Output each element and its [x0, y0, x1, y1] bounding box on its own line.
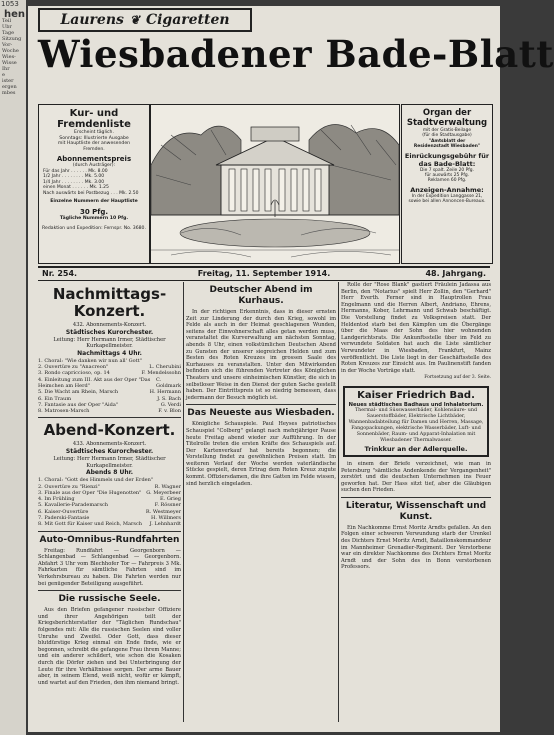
kurliste-line: mit Hauptliste der anwesenden: [57, 141, 131, 147]
literature-text: Ein Nachkomme Ernst Moritz Arndts gefallen. An den Folgen einer schweren Verwundung starb der Urenkel des Dichters Ernst Moritz Arndt, Bataillonskommandeur im Mannheimer Grenadier-Regiment. Der Verstorbene war ein direkter Nachkomme des Dichters Ernst Moritz Arndt und der Sohn des in Bonn verstorbenen Professors.: [341, 524, 491, 571]
organ-line: Residenzstadt Wiesbaden": [413, 144, 481, 150]
einzel-title: Einzelne Nummern der Hauptliste: [50, 199, 138, 205]
issue-year: 48. Jahrgang.: [425, 269, 486, 278]
previous-page-fragment: ister: [2, 78, 14, 84]
previous-page-fragment: Wies-: [2, 54, 16, 60]
price-line: 1/2 Jahr . . . . . . . . Mk. 5.00: [43, 174, 105, 180]
conductor-line: Leitung: Herr Hermann Irmer, Städtischer Kurkapellmeister.: [53, 456, 166, 469]
anzeigen-line: sowie bei allen Annoncen-Bureaux.: [408, 199, 486, 205]
previous-page-fragment: hen: [4, 9, 26, 20]
abo-subtitle: (durch Austräger):: [72, 163, 116, 169]
program-item: 8. Matrosen-Marsch F. v. Blon: [38, 408, 181, 415]
program-item: 1. Choral: "Wie danken wir nun all' Gott": [38, 357, 142, 364]
program-item: 2. Ouvertüre zu "Rienzi" R. Wagner: [38, 483, 181, 490]
german-evening-heading: Deutscher Abend im Kurhaus.: [209, 285, 313, 306]
program-item: 3. Finale aus der Oper "Die Hugenotten" G. Meyerbeer: [38, 489, 181, 496]
ad-brand-right: Cigaretten: [145, 12, 230, 28]
gebuehr-line: für auswärts 25 Pfg.: [424, 173, 470, 179]
gebuehr-line: Die 7 spalt. Zeile 20 Pfg.: [420, 167, 474, 173]
price-line: Für das Jahr . . . . . . Mk. 8.00: [43, 168, 108, 174]
kaiser-friedrich-bad-ad: [343, 386, 489, 457]
kurliste-line: Fremden.: [83, 146, 105, 152]
previous-page-fragment: Wisse: [2, 60, 17, 66]
previous-page-fragment: Vor-: [2, 42, 13, 48]
previous-page-fragment: Teil: [2, 18, 12, 24]
kurliste-title: Kur- und Fremdenliste: [57, 108, 131, 130]
masthead-title: Wiesbadener Bade-Blatt: [38, 32, 554, 76]
column-concerts: [38, 282, 181, 722]
russian-soul-text: Aus den Briefen gefangener russischer Offiziere und ihrer Angehörigen teilt der Kriegsberichterstatter der "Täglichen Rundschau" folgendes mit: Alle die russischen Seelen sind voller Unruhe und Zweifel. Oder Gott, dass dieser blutdürstige Krieg einmal ein Ende finde, wie er begonnen, schreibt die gefangene Frau ihrem Manne; und ein anderer schildert, wie schon die Kosaken durch die Dörfer ziehen und bei Unterbringung der Leute für ihre Verhältnisse sorgen. Der arme Bauer aber, in seinem Elend, weiß nicht, wofür er kämpft, und wartet auf den Frieden, den ihm niemand bringt.: [38, 607, 181, 686]
divider: [38, 417, 181, 418]
orchestra-name: Städtisches Kurorchester.: [65, 328, 154, 336]
issue-date: Freitag, 11. September 1914.: [197, 269, 331, 278]
afternoon-concert-abo: 432. Abonnements-Konzert.: [72, 322, 147, 328]
daily-price: Tägliche Nummern 10 Pfg.: [59, 216, 129, 222]
program-item: 7. Fantasie aus der Oper "Aida" G. Verdi: [38, 401, 181, 408]
program-item: 6. Kaiser-Ouvertüre R. Westmeyer: [38, 508, 181, 515]
anzeigen-title: Anzeigen-Annahme:: [410, 185, 484, 194]
organ-title: Organ der Stadtverwaltung: [406, 108, 488, 128]
einzel-price: 30 Pfg.: [79, 208, 109, 217]
column-rule: [183, 282, 184, 722]
ad-brand-left: Laurens: [60, 12, 124, 28]
anzeigen-line: In der Expedition Langgasse 21,: [411, 193, 483, 199]
continuation-note: Fortsetzung auf der 3. Seite.: [424, 375, 491, 381]
wiesbaden-news-heading: Das Neueste aus Wiesbaden.: [187, 408, 335, 419]
previous-page-fragment: Woche: [2, 48, 19, 54]
divider: [341, 497, 491, 498]
orchestra-name: Städtisches Kurorchester.: [65, 448, 154, 456]
divider: [38, 531, 181, 532]
divider: [38, 590, 181, 591]
subscription-box: [38, 104, 150, 264]
kaiser-footer: Trinkkur an der Adlerquelle.: [364, 445, 468, 454]
afternoon-program: [38, 358, 181, 415]
kurliste-subtitle: Erscheint täglich.: [74, 130, 114, 135]
wiesbaden-news-text: Königliche Schauspiele. Paul Heyses patriotisches Schauspiel "Colberg" gelangt nach mehrjähriger Pause heute Freitag abend wieder zur Aufführung. In der Titelrolle treten die ersten Kräfte des Schauspiels auf. Der Kartenverkauf hat bereits begonnen; die Vorstellung findet zu gewöhnlichen Preisen statt. Im weiteren Verlauf der Woche werden vaterländische Stücke gespielt, deren Ertrag dem Roten Kreuz zugute kommt. Offiziersdamen, die ihre Gatten im Felde wissen, sind herzlich eingeladen.: [186, 421, 336, 487]
program-item: 4. Im Frühling E. Grieg: [38, 496, 181, 503]
organ-line: "Amtsblatt der: [428, 138, 466, 144]
price-line: Nach auswärts bei Postbezug . . . Mk. 2.50: [43, 190, 139, 196]
previous-page-fragment: e: [2, 72, 5, 78]
russian-soul-heading: Die russische Seele.: [58, 594, 161, 605]
organ-line: (für die Stadtausgabe): [422, 133, 472, 139]
program-item: 4. Einleitung zum III. Akt aus der Oper "Das Heimchen am Herd" C. Goldmark: [38, 376, 181, 389]
cigarette-advertisement: [38, 8, 252, 32]
program-item: 6. Ein Traum J. S. Bach: [38, 395, 181, 402]
newspaper-page: [28, 6, 554, 732]
kurhaus-drawing: [151, 105, 399, 263]
program-item: 3. Rondo capriccioso, op. 14 F. Mendelssohn: [38, 370, 181, 377]
german-evening-text: In der richtigen Erkenntnis, dass in dieser ernsten Zeit zur Linderung der durch den Krieg, sowohl im Felde als auch in der Heimat geschlagenen Wunden, seitens der Einwohnerschaft alles getan werden muss, veranstaltet die Kurverwaltung am nächsten Sonntag, abends 8 Uhr, einen volkstümlichen Deutschen Abend zu Gunsten der unserer siegreichen Helden und zum Besten des Roten Kreuzes im grossen Saale des Kurhauses zu veranstalten. Unter den Mitwirkenden befinden sich die führenden Vertreter des Königlichen Theaters und unsere einheimischen Künstler, die sich in selbstloser Weise in den Dienst der guten Sache gestellt haben. Der Eintrittspreis ist so niedrig bemessen, dass jedermann der Besuch möglich ist.: [186, 309, 336, 401]
previous-page-fragment: Sitzung: [2, 36, 22, 42]
column-news: [186, 282, 336, 722]
organ-line: mit der Gratis-Beilage: [422, 128, 472, 133]
previous-page-fragment: Ubr: [2, 24, 12, 30]
column-rule: [338, 282, 339, 722]
conductor-line: Leitung: Herr Hermann Irmer, Städtischer Kurkapellmeister.: [53, 336, 166, 350]
dateline: [38, 266, 490, 281]
evening-time: Abends 8 Uhr.: [85, 469, 134, 477]
column-right: [341, 282, 491, 722]
previous-page-number: 1053: [1, 0, 19, 8]
program-item: 8. Mit Gott für Kaiser und Reich, Marsch J. Lehnhardt: [38, 521, 181, 528]
evening-concert-abo: 433. Abonnements-Konzert.: [72, 441, 147, 448]
program-item: 5. Kavallerie-Parademarsch F. Rössner: [38, 502, 181, 509]
evening-concert-heading: Abend-Konzert.: [43, 421, 176, 440]
abo-title: Abonnementspreis: [56, 155, 132, 164]
redaktion-footer: Redaktion und Expedition: Fernspr. No. 3680.: [42, 225, 146, 231]
price-list: [39, 169, 149, 197]
program-item: 7. Paderski-Fantasie H. Willmers: [38, 515, 181, 522]
evening-program: [38, 477, 181, 527]
gebuehr-line: Reklamen 60 Pfg.: [427, 178, 467, 184]
previous-page-fragment: mbes: [2, 90, 16, 96]
afternoon-time: Nachmittags 4 Uhr.: [77, 349, 142, 357]
organ-box: [401, 104, 493, 264]
kaiser-services: Thermal- und Süsswasserbäder, Kohlensäure- und Sauerstoffbäder, Elektrische Lichtbäder, Wannenbadabteilung für Damen und Herren, Massage, Fangopackungen, elektrische Wasserbäder, Luft- und Sonnenbäder, Raum- und Apparat-Inhalation mit Wiesbadener Thermalwasser.: [348, 408, 484, 444]
kaiser-title: Kaiser Friedrich Bad.: [357, 389, 475, 401]
kurhaus-illustration: [150, 104, 400, 264]
program-item: 2. Ouvertüre zu "Anacreon" L. Cherubini: [38, 364, 181, 371]
previous-page-edge: [0, 0, 26, 735]
previous-page-fragment: Ihr: [2, 66, 10, 72]
afternoon-concert-heading: Nachmittags-Konzert.: [52, 285, 167, 320]
continued-text: Rolle der "Rose Blank" gastiert Fräulein Jadassa aus Berlin, den "Notarius" spielt Herr Zollin, den "Gerhard" Herr Everth. Ferner sind in Hauptrollen Frau Engelmann und die Herren Albert, Andriano, Ehrens, Hermanns, Kober, Lehrmann und Schwab beschäftigt. Die Vorstellung findet zu Volkspreisen statt. Der Heldentod starb bei den Kämpfen um die Übergänge über die Maas der Sohn des hier wohnenden Landgerichtsrats. Die Ankunftsstelle über im Feld zu verwundete Soldaten hat auch die Liste sämtlicher Verwundeter in Wiesbaden, Frankfurt, Mainz veröffentlicht. Die Liste liegt in der Geschäftsstelle des Roten Kreuzes zur Einsicht aus. Im Paulinenstift fanden in der Woche Vorträge statt.: [341, 282, 491, 374]
omnibus-text: Freitag: Rundfahrt — Georgenborn — Schlangenbad — Schlangenbad — Georgenborn. Abfahrt 3 Uhr vom Blechhofer Tor — Fahrpreis 3 Mk. Fahrkarten für sämtliche Fahrten sind im Verkehrsbureau zu haben. Die Fahrten werden nur bei genügender Beteiligung ausgeführt.: [38, 547, 181, 587]
kaiser-subtitle: Neues städtisches Badhaus und Inhalatorium.: [348, 401, 484, 408]
previous-page-fragment: ergen: [2, 84, 17, 90]
gebuehr-title: Einrückungsgebühr für das Bade-Blatt:: [404, 151, 490, 168]
literature-heading: Literatur, Wissenschaft und Kunst.: [345, 500, 487, 522]
divider: [186, 404, 336, 405]
program-item: 1. Choral: "Gott des Himmels und der Erden": [38, 477, 154, 484]
ornament-icon: ❦: [129, 13, 140, 27]
price-line: einen Monat . . . . . . Mk. 1.25: [43, 185, 109, 191]
price-line: 1/4 Jahr . . . . . . . . Mk. 3.00: [43, 179, 105, 185]
program-item: 5. Die Wacht am Rhein, Marsch H. Hermann: [38, 389, 181, 396]
issue-number: Nr. 254.: [42, 269, 78, 278]
kurliste-line: Sonntags: Illustrierte Ausgabe: [59, 135, 129, 141]
omnibus-heading: Auto-Omnibus-Rundfahrten: [39, 534, 180, 545]
lower-text: in einem der Briefe verzeichnet, wie man in Petersburg "sämtliche Andenkende der Vergangenheit" zerstört und die deutschen Unternehmen ins Feuer geworfen hat. Der Hass sitzt tief, aber die Gläubigen suchen den Frieden.: [341, 460, 491, 494]
previous-page-fragment: Tage: [2, 30, 15, 36]
